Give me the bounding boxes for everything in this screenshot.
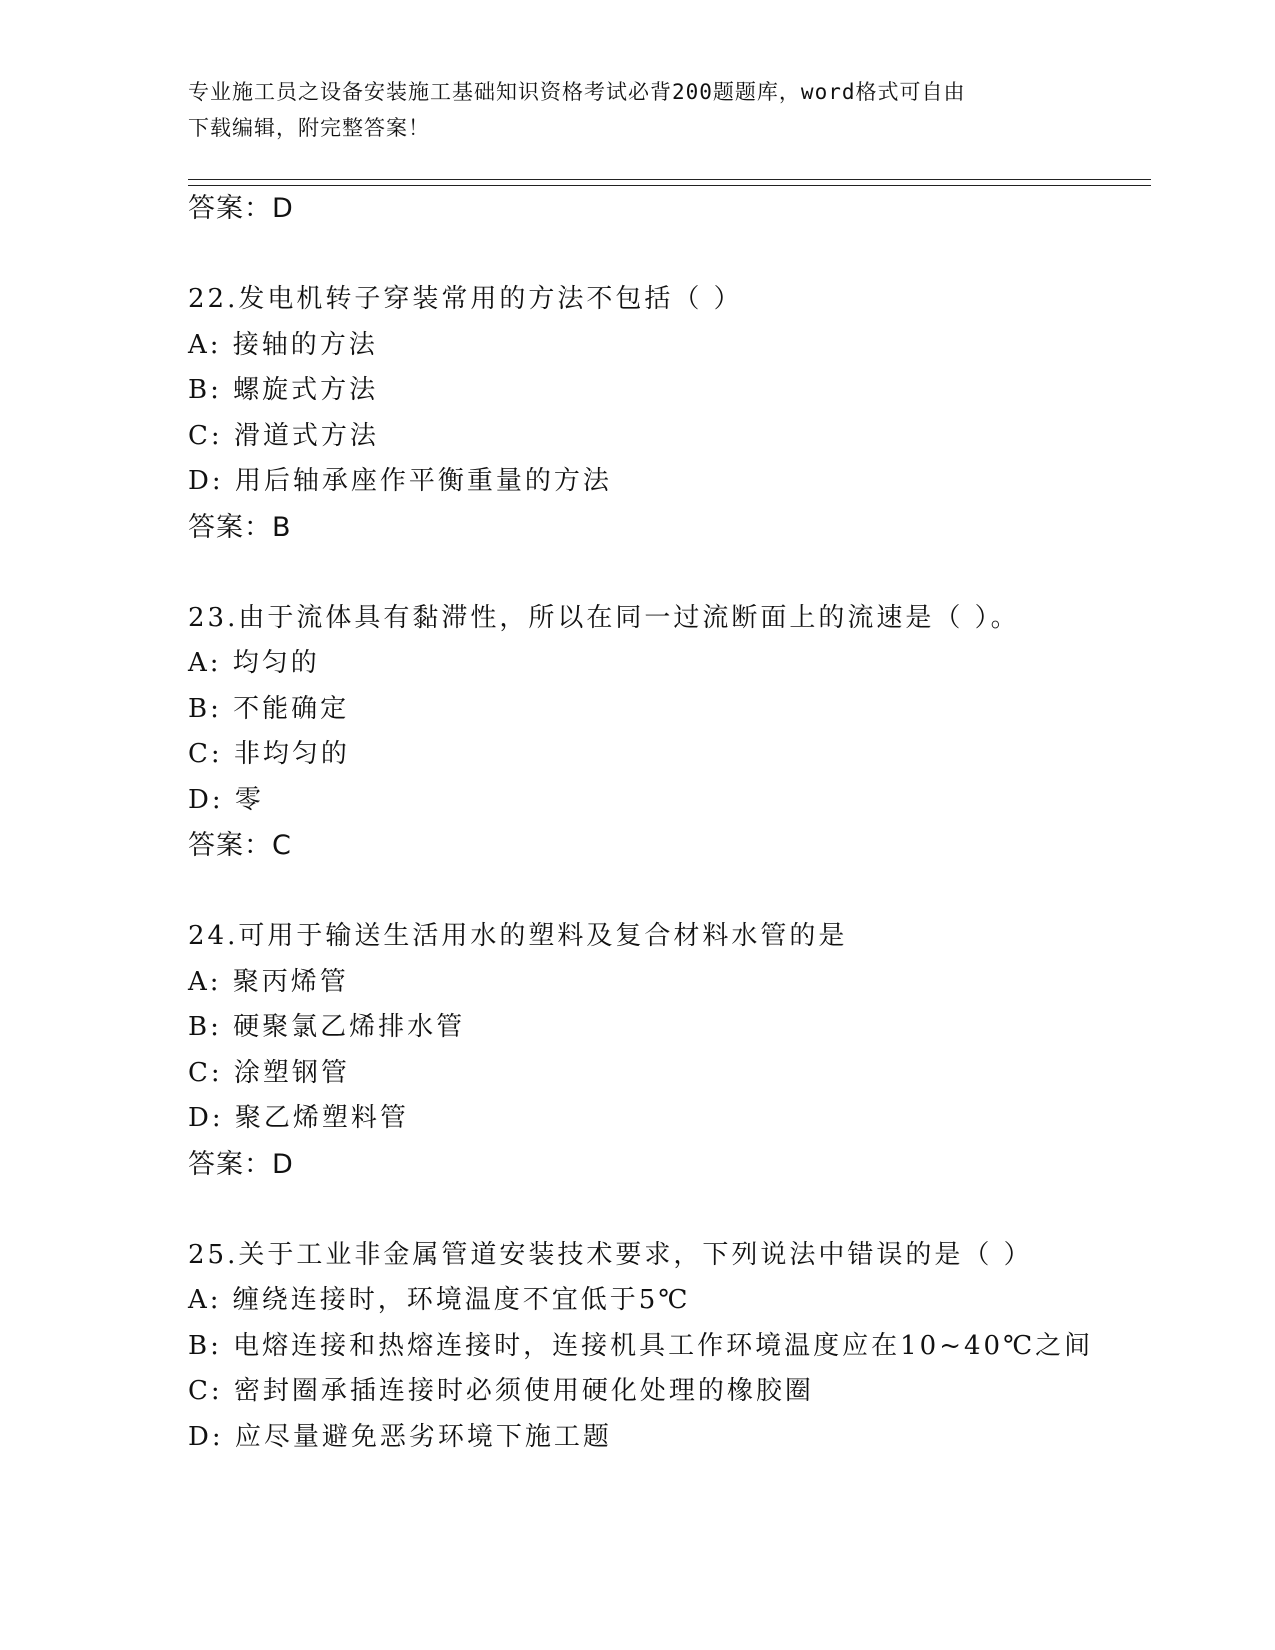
header-divider-top [188, 179, 1151, 180]
answer-line: 答案：D [188, 1148, 294, 1180]
option-c: C: 密封圈承插连接时必须使用硬化处理的橡胶圈 [188, 1376, 814, 1406]
option-a: A: 聚丙烯管 [188, 966, 349, 997]
option-d: D: 聚乙烯塑料管 [188, 1103, 409, 1133]
question-block-24 [188, 914, 1148, 1187]
option-c: C: 滑道式方法 [188, 420, 379, 451]
option-a: A: 缠绕连接时，环境温度不宜低于5℃ [188, 1285, 691, 1315]
option-d: D: 零 [188, 784, 264, 815]
answer-line: 答案：B [188, 511, 292, 543]
option-b: B: 电熔连接和热熔连接时，连接机具工作环境温度应在10~40℃之间 [188, 1330, 1094, 1361]
spacer [188, 232, 1148, 278]
question-block-25 [188, 1233, 1148, 1461]
spacer [188, 1187, 1148, 1233]
option-c: C: 涂塑钢管 [188, 1057, 350, 1088]
answer-line: 答案：D [188, 193, 294, 224]
option-d: D: 应尽量避免恶劣环境下施工题 [188, 1421, 612, 1452]
question-text: 22.发电机转子穿装常用的方法不包括（ ） [188, 284, 743, 314]
question-text: 23.由于流体具有黏滞性，所以在同一过流断面上的流速是（ ）。 [188, 602, 1020, 633]
option-c: C: 非均匀的 [188, 739, 350, 769]
option-a: A: 接轴的方法 [188, 329, 378, 360]
option-b: B: 硬聚氯乙烯排水管 [188, 1012, 466, 1042]
header-line-2: 下载编辑，附完整答案！ [188, 116, 430, 140]
spacer [188, 550, 1148, 596]
question-block-22 [188, 277, 1148, 550]
header-line-1: 专业施工员之设备安装施工基础知识资格考试必背200题题库，word格式可自由 [188, 80, 966, 104]
document-header [188, 74, 1088, 146]
option-b: B: 螺旋式方法 [188, 375, 379, 405]
question-text: 24.可用于输送生活用水的塑料及复合材料水管的是 [188, 921, 848, 951]
option-d: D: 用后轴承座作平衡重量的方法 [188, 466, 612, 496]
question-block-23 [188, 596, 1148, 869]
spacer [188, 869, 1148, 915]
question-text: 25.关于工业非金属管道安装技术要求，下列说法中错误的是（ ） [188, 1239, 1033, 1270]
option-a: A: 均匀的 [188, 648, 320, 678]
question-list [188, 186, 1148, 1460]
option-b: B: 不能确定 [188, 693, 350, 724]
answer-line: 答案：C [188, 830, 292, 861]
